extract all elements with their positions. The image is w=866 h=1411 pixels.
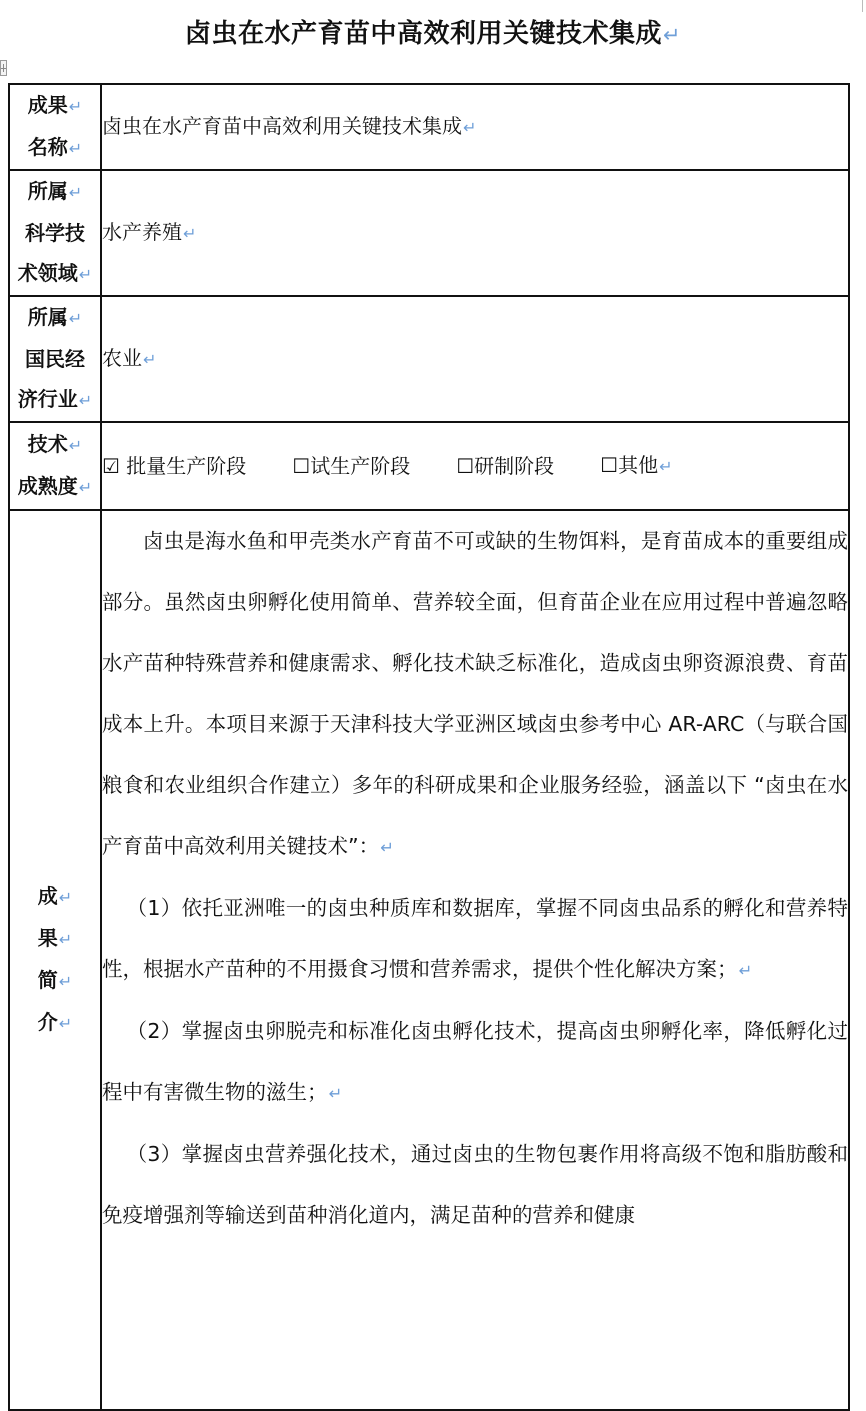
option-development-checkbox[interactable]: ☐研制阶段 [456,454,555,478]
table-row-intro [9,510,849,1410]
info-table [8,83,850,1411]
table-move-handle-icon[interactable] [0,60,7,76]
label-line: 所属 ↵ [10,171,100,213]
label-science-field [9,170,101,296]
intro-body [102,511,848,1246]
value-text: 卤虫在水产育苗中高效利用关键技术集成 ↵ [102,114,476,138]
table-row-maturity [9,422,849,510]
value-text: 水产养殖 ↵ [102,220,196,244]
intro-item-3: （3）掌握卤虫营养强化技术，通过卤虫的生物包裹作用将高级不饱和脂肪酸和免疫增强剂等输送到苗种消化道内，满足苗种的营养和健康 [102,1142,848,1227]
option-mass-production-checkbox[interactable]: ☑ 批量生产阶段 [102,454,247,478]
label-achievement-intro [9,510,101,1410]
intro-paragraph: 卤虫是海水鱼和甲壳类水产育苗不可或缺的生物饵料，是育苗成本的重要组成部分。虽然卤虫卵孵化使用简单、营养较全面，但育苗企业在应用过程中普遍忽略水产苗种特殊营养和健康需求、孵化技术缺乏标准化，造成卤虫卵资源浪费、育苗成本上升。本项目来源于天津科技大学亚洲区域卤虫参考中心 AR-ARC（与联合国粮食和农业组织合作建立）多年的科研成果和企业服务经验，涵盖以下 “卤虫在水产育苗中高效利用关键技术”： ↵ [102,511,848,878]
label-achievement-name [9,84,101,170]
label-line: 济行业 ↵ [10,379,100,421]
page-edge-marker [862,0,866,12]
label-line: 果 ↵ [10,918,100,960]
table-row-industry [9,296,849,422]
label-line: 技术 ↵ [10,424,100,466]
label-line: 科学技 [25,221,85,245]
label-economic-industry [9,296,101,422]
label-line: 简 ↵ [10,960,100,1002]
maturity-options [102,445,848,487]
table-row-name [9,84,849,170]
intro-item-1: （1）依托亚洲唯一的卤虫种质库和数据库，掌握不同卤虫品系的孵化和营养特性，根据水产苗种的不用摄食习惯和营养需求，提供个性化解决方案； ↵ [102,878,848,1001]
value-economic-industry[interactable] [101,296,849,422]
label-line: 名称 ↵ [10,127,100,169]
value-achievement-intro[interactable] [101,510,849,1410]
document-title [0,14,866,54]
value-tech-maturity [101,422,849,510]
value-achievement-name[interactable] [101,84,849,170]
label-line: 国民经 [25,347,85,371]
label-line: 成果 ↵ [10,85,100,127]
value-text: 农业 ↵ [102,346,156,370]
intro-item-2: （2）掌握卤虫卵脱壳和标准化卤虫孵化技术，提高卤虫卵孵化率，降低孵化过程中有害微生物的滋生； ↵ [102,1001,848,1124]
label-line: 介 ↵ [10,1002,100,1044]
value-science-field[interactable] [101,170,849,296]
label-tech-maturity [9,422,101,510]
option-trial-production-checkbox[interactable]: ☐试生产阶段 [292,454,411,478]
title-text: 卤虫在水产育苗中高效利用关键技术集成 ↵ [185,19,681,49]
label-line: 术领域 ↵ [10,253,100,295]
label-line: 成 ↵ [10,876,100,918]
option-other-checkbox[interactable]: ☐其他 ↵ [600,445,672,487]
table-row-field [9,170,849,296]
label-line: 成熟度 ↵ [10,466,100,508]
label-line: 所属 ↵ [10,297,100,339]
